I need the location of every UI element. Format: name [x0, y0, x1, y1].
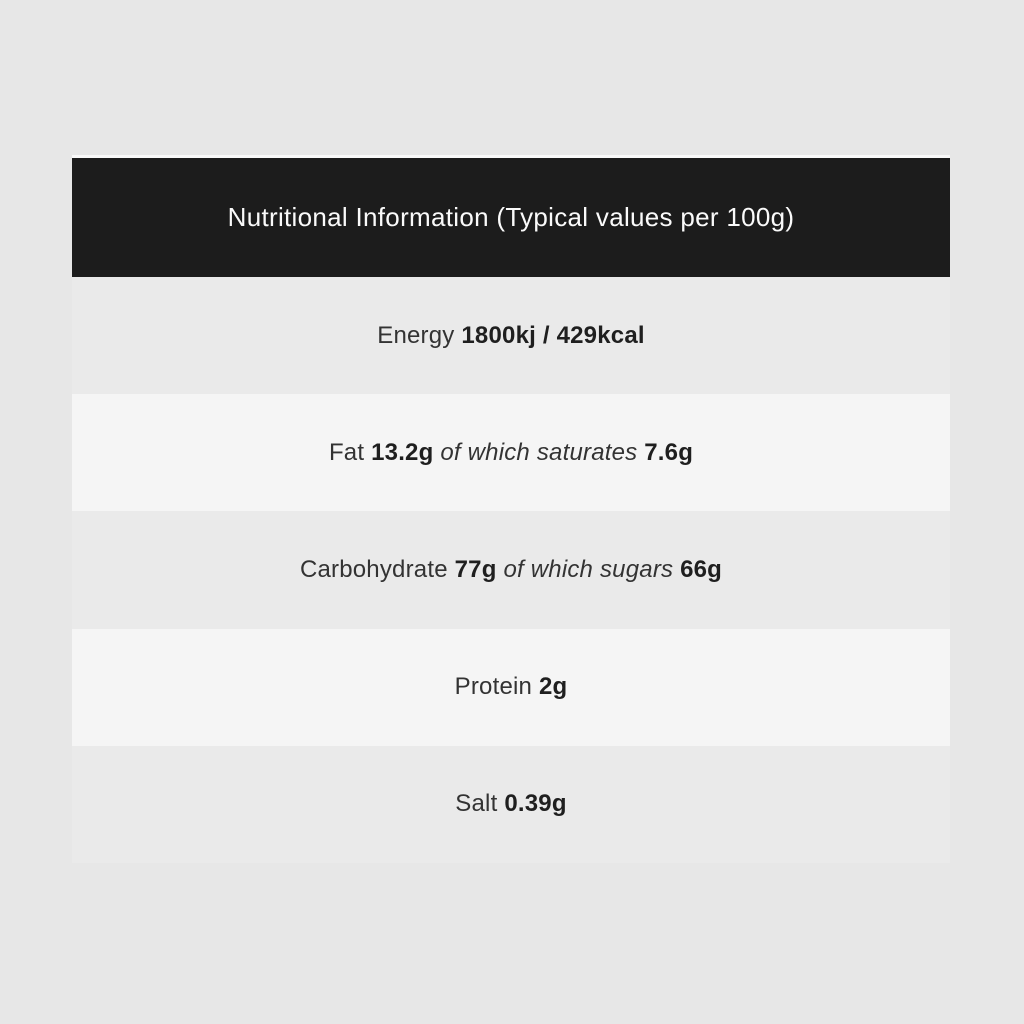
row-segment: of which saturates [433, 438, 645, 466]
row-segment: 1800kj / 429kcal [461, 321, 645, 349]
nutrition-table [72, 155, 950, 863]
row-segment: 66g [680, 556, 723, 583]
table-row-protein [72, 629, 950, 746]
row-segment: 13.2g [371, 438, 434, 466]
row-segment: 7.6g [644, 438, 694, 466]
nutrition-table-title: Nutritional Information (Typical values per 100g) [227, 202, 795, 232]
row-segment: 2g [538, 673, 568, 701]
table-row-fat [72, 394, 950, 511]
row-segment: of which sugars [496, 556, 681, 583]
row-segment: Energy [377, 321, 462, 349]
nutrition-table-body [72, 277, 950, 863]
nutrition-table-header [72, 158, 950, 277]
row-segment: Protein [454, 673, 539, 701]
row-segment: Salt [455, 790, 505, 818]
row-segment: 0.39g [504, 790, 567, 818]
row-segment: Fat [328, 438, 372, 466]
table-row-energy [72, 277, 950, 394]
row-segment: Carbohydrate [299, 556, 455, 583]
row-segment: 77g [454, 556, 497, 583]
table-row-salt [72, 746, 950, 863]
table-row-carbohydrate [72, 511, 950, 628]
